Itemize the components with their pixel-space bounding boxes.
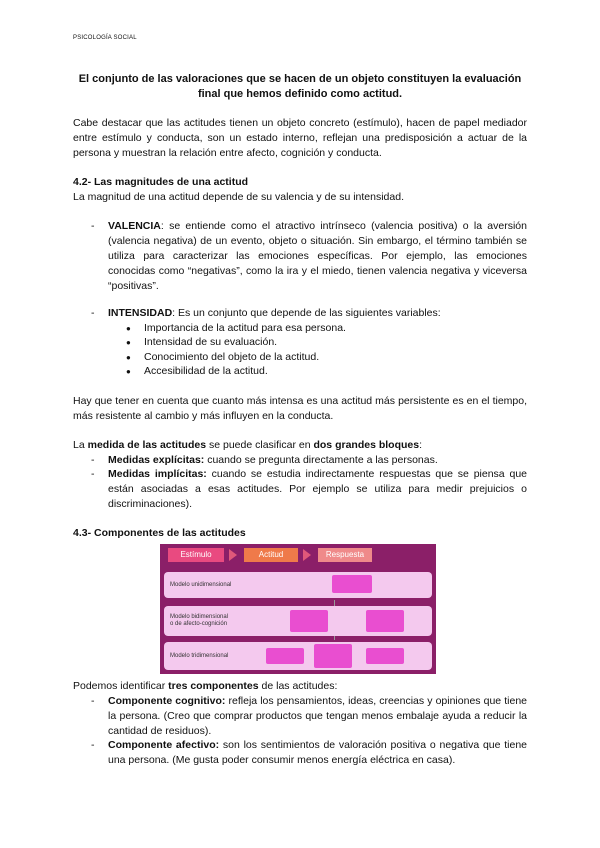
dash-bullet: - [91,454,95,466]
model-block [366,648,404,664]
model-block [332,575,372,593]
variable-item: Accesibilidad de la actitud. [144,365,268,377]
cognitivo-term: Componente cognitivo: [108,695,226,707]
section-42-heading: 4.2- Las magnitudes de una actitud [73,176,249,188]
explicitas-term: Medidas explícitas: [108,454,205,466]
explicitas-item [108,453,527,468]
bidimensional-row [164,606,432,636]
model-block [366,610,404,632]
title-line-2: final que hemos definido como actitud. [197,88,403,100]
actitud-box: Actitud [244,548,298,562]
medida-pre: La [73,439,88,451]
bullet-dot: ● [126,338,131,347]
bullet-dot: ● [126,324,131,333]
valencia-text: : se entiende como el atractivo intrínseco (valencia positiva) o la aversión (valencia negativa) de un evento, objeto o situación. Sin embargo, el término también se utiliza para caracterizar las emociones específicas. Por ejemplo, las emociones conocidas como “negativas”, como la ira y el miedo, tienen valencia negativa y viceversa “positivas”. [108,220,527,292]
model-block [314,644,352,668]
intensidad-item [108,306,527,321]
arrow-icon [303,549,311,561]
intensidad-text: : Es un conjunto que depende de las siguientes variables: [172,307,441,319]
intro-paragraph: Cabe destacar que las actitudes tienen un objeto concreto (estímulo), hacen de papel mediador entre estímulo y conducta, son un estado interno, reflejan una predisposición a actuar de la persona y muestran la relación entre afecto, cognición y conducta. [73,117,527,159]
variable-item: Intensidad de su evaluación. [144,336,278,348]
variable-item: Importancia de la actitud para esa persona. [144,322,346,334]
componentes-post: de las actitudes: [258,680,338,692]
componentes-pre: Podemos identificar [73,680,169,692]
tridimensional-row [164,642,432,670]
section-42-lead: La magnitud de una actitud depende de su valencia y de su intensidad. [73,191,404,203]
implicitas-text: cuando se estudia indirectamente respuestas que se piensa que están asociadas a esas actitudes. Por ejemplo se utiliza para medir prejuicios o discriminaciones). [108,468,528,510]
estimulo-box: Estímulo [168,548,224,562]
dash-bullet: - [91,220,95,232]
title-line-1: El conjunto de las valoraciones que se hacen de un objeto constituyen la evaluación [78,73,522,85]
medida-post: : [419,439,423,451]
model-block [266,648,304,664]
dash-bullet: - [91,468,95,480]
row-label: o de afecto-cognición [170,621,228,627]
dash-bullet: - [91,695,95,707]
page-title [73,72,527,102]
arrow-icon [229,549,237,561]
medida-mid: se puede clasificar en [206,439,314,451]
afectivo-term: Componente afectivo: [108,739,220,751]
intensity-conclusion: Hay que tener en cuenta que cuanto más intensa es una actitud más persistente es en el tiempo, más resistente al cambio y más influyen en la conducta. [73,395,527,422]
dash-bullet: - [91,307,95,319]
dash-bullet: - [91,739,95,751]
respuesta-box: Respuesta [318,548,372,562]
intensidad-term: INTENSIDAD [108,307,173,319]
section-43-heading: 4.3- Componentes de las actitudes [73,527,246,539]
implicitas-item [108,467,527,512]
variable-item: Conocimiento del objeto de la actitud. [144,351,320,363]
cognitivo-item [108,694,527,739]
afectivo-item [108,738,527,768]
medida-intro [73,438,527,453]
row-label: Modelo bidimensional [170,614,229,620]
medida-bold-2: dos grandes bloques [313,439,420,451]
afectivo-text: son los sentimientos de valoración positiva o negativa que tiene una persona. (Me gusta poder consumir menos energía eléctrica en casa). [108,739,527,766]
medida-bold-1: medida de las actitudes [87,439,207,451]
bullet-dot: ● [126,353,131,362]
running-header: PSICOLOGÍA SOCIAL [73,35,137,41]
valencia-term: VALENCIA [108,220,161,232]
bullet-dot: ● [126,367,131,376]
row-label: Modelo tridimensional [170,653,229,659]
valencia-item [108,219,527,294]
cognitivo-text: refleja los pensamientos, ideas, creencias y opiniones que tiene la persona. (Creo que comprar productos que tengan menos embalaje ayuda a reducir la cantidad de residuos). [108,695,527,737]
componentes-intro [73,679,527,694]
model-block [290,610,328,632]
implicitas-term: Medidas implícitas: [108,468,207,480]
explicitas-text: cuando se pregunta directamente a las personas. [204,454,438,466]
unidimensional-row [164,572,432,598]
componentes-bold: tres componentes [168,680,259,692]
row-label: Modelo unidimensional [170,582,232,588]
attitude-models-diagram [160,544,436,674]
